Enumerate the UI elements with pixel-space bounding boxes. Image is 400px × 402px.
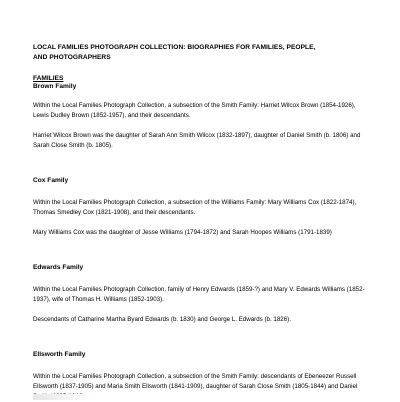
- family-section-brown: [33, 83, 368, 151]
- family-name-edwards: Edwards Family: [33, 264, 84, 271]
- document-content: [33, 43, 368, 402]
- document-title: [33, 43, 368, 63]
- family-paragraph: Descendants of Catharine Martha Byard Edwards (b. 1830) and George L. Edwards (b. 1826).: [33, 316, 291, 323]
- family-paragraph: Mary Williams Cox was the daughter of Jesse Williams (1794-1872) and Sarah Hoopes Williams (1791-1839): [33, 229, 332, 236]
- family-name-brown: Brown Family: [33, 83, 77, 90]
- family-paragraph: Within the Local Families Photograph Collection, a subsection of the Smith Family: descendants of Ebeneezer Russell Ellsworth (1837-1905) and Maria Smith Ellsworth (1841-1909), daughter of Sarah Close Smith (1805-1844) and Daniel: [33, 373, 358, 390]
- family-paragraph: Within the Local Families Photograph Collection, a subsection of the Williams Family: Mary Williams Cox (1822-1874), Thomas Smedley Cox (1821-1908), and their descendants.: [33, 199, 357, 216]
- family-name-cox: Cox Family: [33, 177, 69, 184]
- family-section-edwards: [33, 264, 368, 325]
- document-title-line-2: AND PHOTOGRAPHERS: [33, 54, 111, 61]
- family-paragraph: Within the Local Families Photograph Collection, family of Henry Edwards (1859-?) and Mary V. Edwards Williams (1852-1937), wife of Thomas H. Williams (1852-1903).: [33, 286, 365, 303]
- section-heading-families: FAMILIES: [33, 75, 64, 82]
- page-edge-artifact: [33, 394, 93, 400]
- document-title-line-1: LOCAL FAMILIES PHOTOGRAPH COLLECTION: BIOGRAPHIES FOR FAMILIES, PEOPLE,: [33, 44, 316, 51]
- family-paragraph: Within the Local Families Photograph Collection, a subsection of the Smith Family: Harriet Wilcox Brown (1854-1926), Lewis Dudley Brown (1852-1957), and their descendants.: [33, 102, 356, 119]
- family-section-cox: [33, 177, 368, 238]
- family-paragraph: Harriet Wilcox Brown was the daughter of Sarah Ann Smith Wilcox (1832-1897), daughter of Daniel Smith (b. 1806) and Sarah Close Smith (b. 1805).: [33, 132, 361, 149]
- family-name-ellsworth: Ellsworth Family: [33, 351, 86, 358]
